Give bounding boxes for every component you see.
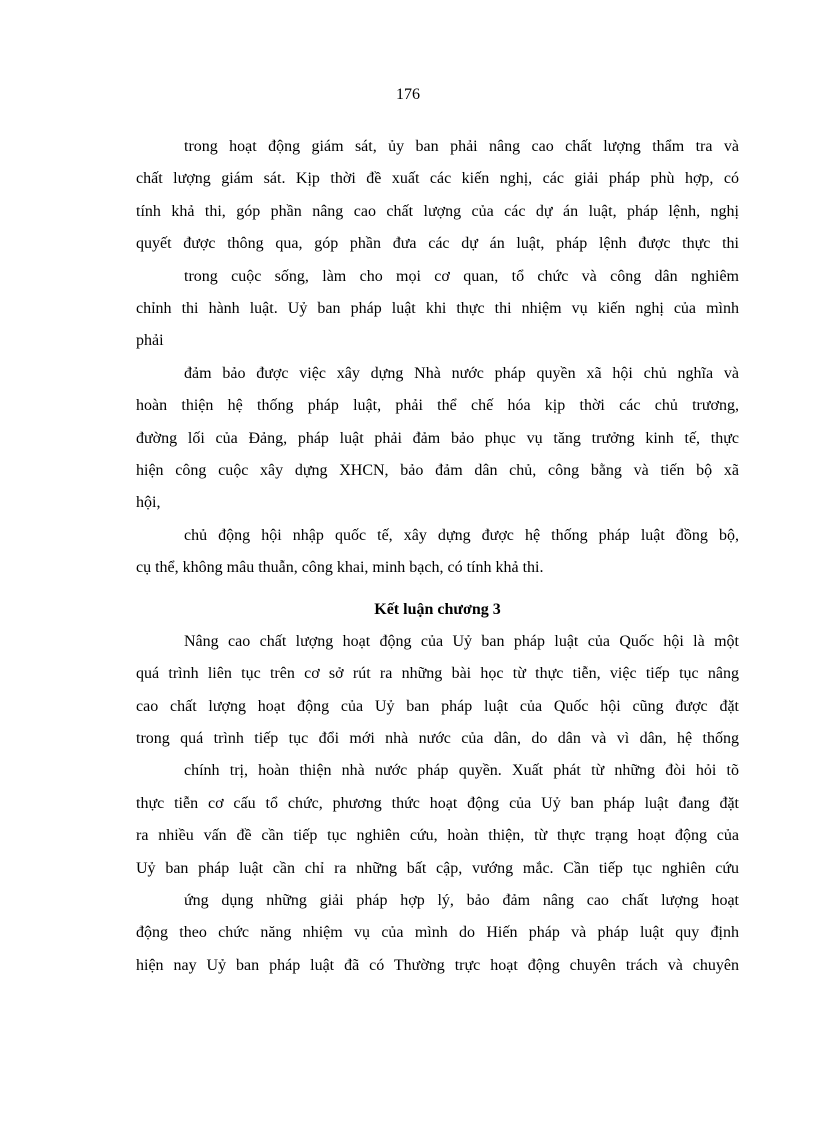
paragraph-oversight [136,131,739,585]
text-line: tính khả thi, góp phần nâng cao chất lượng của các dự án luật, pháp lệnh, nghị [136,202,739,220]
page-content [136,131,739,982]
text-line: chất lượng giám sát. Kịp thời đề xuất các kiến nghị, các giải pháp phù hợp, có [136,170,739,188]
text-line: đường lối của Đảng, pháp luật phải đảm bảo phục vụ tăng trưởng kinh tế, thực [136,429,739,447]
text-line: trong quá trình tiếp tục đổi mới nhà nước của dân, do dân và vì dân, hệ thống [136,729,739,747]
text-line: đảm bảo được việc xây dựng Nhà nước pháp quyền xã hội chủ nghĩa và [184,364,739,382]
text-line: trong hoạt động giám sát, ủy ban phải nâng cao chất lượng thẩm tra và [184,138,739,155]
text-line: chủ động hội nhập quốc tế, xây dựng được hệ thống pháp luật đồng bộ, [184,526,739,544]
text-line: thực tiễn cơ cấu tổ chức, phương thức hoạt động của Uỷ ban pháp luật đang đặt [136,794,739,812]
text-line: Uỷ ban pháp luật cần chỉ ra những bất cập, vướng mắc. Cần tiếp tục nghiên cứu [136,859,739,877]
text-line: cụ thể, không mâu thuẫn, công khai, minh bạch, có tính khả thi. [136,559,544,577]
text-line: hiện nay Uỷ ban pháp luật đã có Thường trực hoạt động chuyên trách và chuyên [136,956,739,974]
text-line: ứng dụng những giải pháp hợp lý, bảo đảm nâng cao chất lượng hoạt [184,891,739,909]
text-line: quá trình liên tục trên cơ sở rút ra những bài học từ thực tiễn, việc tiếp tục nâng [136,665,739,683]
text-line: chỉnh thi hành luật. Uỷ ban pháp luật khi thực thi nhiệm vụ kiến nghị của mình [136,300,739,318]
page-number: 176 [396,86,420,103]
text-line: Nâng cao chất lượng hoạt động của Uỷ ban pháp luật của Quốc hội là một [184,632,739,650]
text-line: trong cuộc sống, làm cho mọi cơ quan, tổ chức và công dân nghiêm [184,267,739,285]
text-line: cao chất lượng hoạt động của Uỷ ban pháp luật của Quốc hội cũng được đặt [136,697,739,715]
text-line: phải [136,332,164,350]
paragraph-conclusion [136,626,739,982]
text-line: quyết được thông qua, góp phần đưa các dự án luật, pháp lệnh được thực thi [136,235,739,253]
text-line: động theo chức năng nhiệm vụ của mình do Hiến pháp và pháp luật quy định [136,924,739,942]
text-line: hội, [136,494,161,512]
text-line: chính trị, hoàn thiện nhà nước pháp quyền. Xuất phát từ những đòi hỏi tõ [184,762,739,780]
text-line: hiện công cuộc xây dựng XHCN, bảo đảm dân chủ, công bằng và tiến bộ xã [136,462,739,480]
text-line: hoàn thiện hệ thống pháp luật, phải thể chế hóa kịp thời các chủ trương, [136,397,739,415]
text-line: ra nhiều vấn đề cần tiếp tục nghiên cứu, hoàn thiện, từ thực trạng hoạt động của [136,827,739,845]
section-heading: Kết luận chương 3 [374,600,501,618]
